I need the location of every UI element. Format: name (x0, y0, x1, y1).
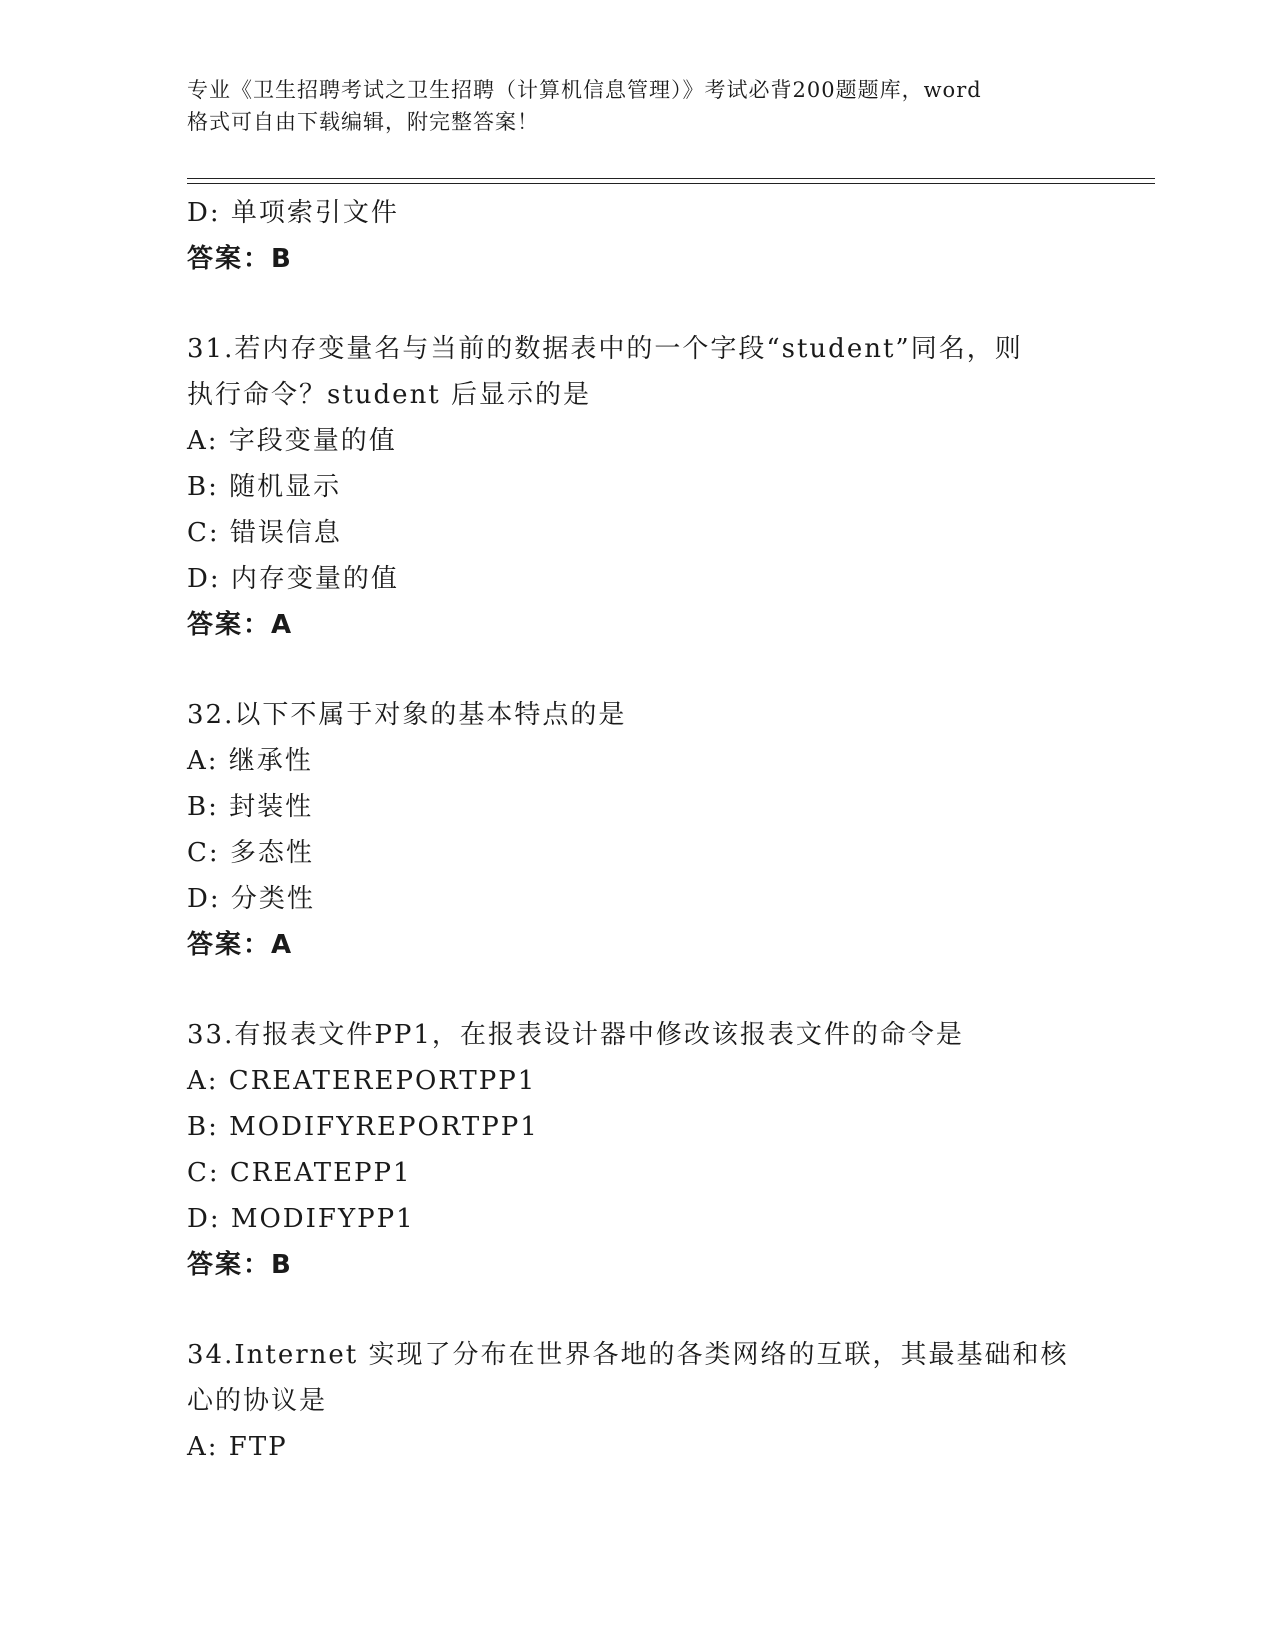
question-32 (187, 692, 1087, 968)
option-d: D: 单项索引文件 (187, 198, 399, 228)
option-d: D: MODIFYPP1 (187, 1204, 415, 1234)
question-stem: 33.有报表文件PP1，在报表设计器中修改该报表文件的命令是 (187, 1020, 964, 1050)
option-c: C: 错误信息 (187, 518, 342, 548)
option-b: B: MODIFYREPORTPP1 (187, 1112, 539, 1142)
answer: 答案：B (187, 1250, 293, 1280)
answer: 答案：B (187, 244, 293, 274)
header-title-line-1: 专业《卫生招聘考试之卫生招聘（计算机信息管理）》考试必背200题题库，word (187, 78, 982, 102)
question-stem: 32.以下不属于对象的基本特点的是 (187, 700, 627, 730)
answer: 答案：A (187, 610, 294, 640)
question-stem: 34.Internet 实现了分布在世界各地的各类网络的互联，其最基础和核 (187, 1340, 1069, 1370)
question-stem: 心的协议是 (187, 1386, 328, 1416)
question-stem: 执行命令？student 后显示的是 (187, 380, 592, 410)
option-b: B: 随机显示 (187, 472, 342, 502)
header-divider-top (187, 178, 1155, 179)
header-title-line-2: 格式可自由下载编辑，附完整答案！ (187, 110, 539, 134)
question-34 (187, 1332, 1087, 1470)
option-a: A: 字段变量的值 (187, 426, 397, 456)
option-c: C: 多态性 (187, 838, 314, 868)
question-33 (187, 1012, 1087, 1288)
document-header (187, 74, 1107, 138)
option-b: B: 封装性 (187, 792, 314, 822)
option-a: A: CREATEREPORTPP1 (187, 1066, 537, 1096)
question-31 (187, 326, 1087, 648)
option-c: C: CREATEPP1 (187, 1158, 412, 1188)
header-divider-bottom (187, 183, 1155, 184)
answer: 答案：A (187, 930, 294, 960)
question-stem: 31.若内存变量名与当前的数据表中的一个字段“student”同名，则 (187, 334, 1023, 364)
option-a: A: 继承性 (187, 746, 313, 776)
option-a: A: FTP (187, 1432, 288, 1462)
question-list (187, 190, 1087, 1470)
option-d: D: 内存变量的值 (187, 564, 399, 594)
option-d: D: 分类性 (187, 884, 315, 914)
question-30-tail (187, 190, 1087, 282)
